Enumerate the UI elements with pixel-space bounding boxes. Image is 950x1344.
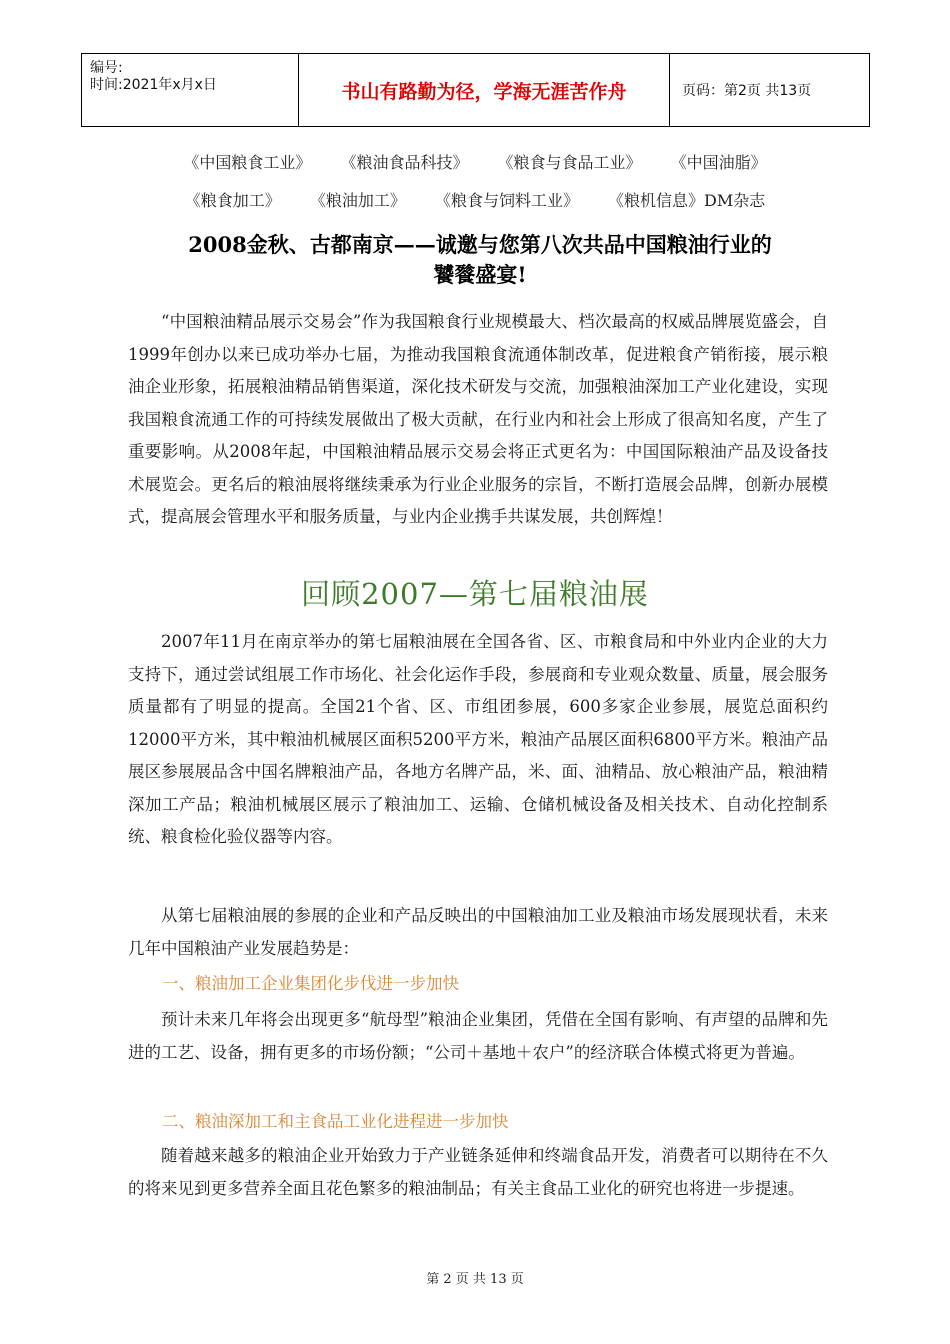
header-table — [81, 53, 870, 127]
header-page-info: 页码：第2页 共13页 — [670, 54, 870, 127]
trend-paragraph: 从第七届粮油展的参展的企业和产品反映出的中国粮油加工业及粮油市场发展现状看，未来几年中国粮油产业发展趋势是： — [128, 906, 828, 958]
review-paragraph: 2007年11月在南京举办的第七届粮油展在全国各省、区、市粮食局和中外业内企业的大力支持下，通过尝试组展工作市场化、社会化运作手段，参展商和专业观众数量、质量，展会服务质量都有了明显的提高。全国21个省、区、市组团参展，600多家企业参展，展览总面积约12000平方米，其中粮油机械展区面积5200平方米，粮油产品展区面积6800平方米。粮油产品展区参展展品含中国名牌粮油产品，各地方名牌产品，米、面、油精品、放心粮油产品，粮油精深加工产品；粮油机械展区展示了粮油加工、运输、仓储机械设备及相关技术、自动化控制系统、粮食检化验仪器等内容。 — [128, 632, 828, 846]
intro-paragraph: “中国粮油精品展示交易会”作为我国粮食行业规模最大、档次最高的权威品牌展览盛会，自1999年创办以来已成功举办七届，为推动我国粮食流通体制改革，促进粮食产销衔接，展示粮油企业形象，拓展粮油精品销售渠道，深化技术研发与交流，加强粮油深加工产业化建设，实现我国粮食流通工作的可持续发展做出了极大贡献，在行业内和社会上形成了很高知名度，产生了重要影响。从2008年起，中国粮油精品展示交易会将正式更名为：中国国际粮油产品及设备技术展览会。更名后的粮油展将继续秉承为行业企业服务的宗旨，不断打造展会品牌，创新办展模式，提高展会管理水平和服务质量，与业内企业携手共谋发展，共创辉煌！ — [128, 312, 828, 526]
section1-heading: 一、粮油加工企业集团化步伐进一步加快 — [162, 974, 459, 993]
review-title: 回顾2007—第七届粮油展 — [301, 577, 649, 611]
time-label: 时间:2021年x月x日 — [90, 77, 217, 93]
section1-text: 预计未来几年将会出现更多“航母型”粮油企业集团，凭借在全国有影响、有声望的品牌和先进的工艺、设备，拥有更多的市场份额；“公司＋基地＋农户”的经济联合体模式将更为普遍。 — [128, 1010, 828, 1062]
main-title-line2: 饕餮盛宴! — [433, 262, 527, 287]
header-meta — [82, 54, 299, 127]
journal-title: 《粮食与饲料工业》 — [434, 191, 579, 210]
journal-title: 《粮食与食品工业》 — [497, 153, 642, 172]
journal-title: 《粮机信息》DM杂志 — [608, 191, 766, 210]
main-title — [100, 230, 860, 290]
section2-text: 随着越来越多的粮油企业开始致力于产业链条延伸和终端食品开发，消费者可以期待在不久的将来见到更多营养全面且花色繁多的粮油制品；有关主食品工业化的研究也将进一步提速。 — [128, 1146, 828, 1198]
page-footer: 第 2 页 共 13 页 — [426, 1272, 524, 1287]
journal-title: 《粮油食品科技》 — [340, 153, 469, 172]
journal-list-row1 — [0, 150, 950, 173]
journal-title: 《粮食加工》 — [184, 191, 281, 210]
number-label: 编号: — [90, 60, 123, 76]
journal-title: 《中国粮食工业》 — [183, 153, 312, 172]
journal-title: 《粮油加工》 — [309, 191, 406, 210]
journal-list-row2 — [0, 188, 950, 211]
main-title-line1: 2008金秋、古都南京——诚邀与您第八次共品中国粮油行业的 — [188, 232, 772, 257]
journal-title: 《中国油脂》 — [670, 153, 767, 172]
header-motto: 书山有路勤为径，学海无涯苦作舟 — [299, 54, 670, 127]
section2-heading: 二、粮油深加工和主食品工业化进程进一步加快 — [162, 1112, 509, 1131]
